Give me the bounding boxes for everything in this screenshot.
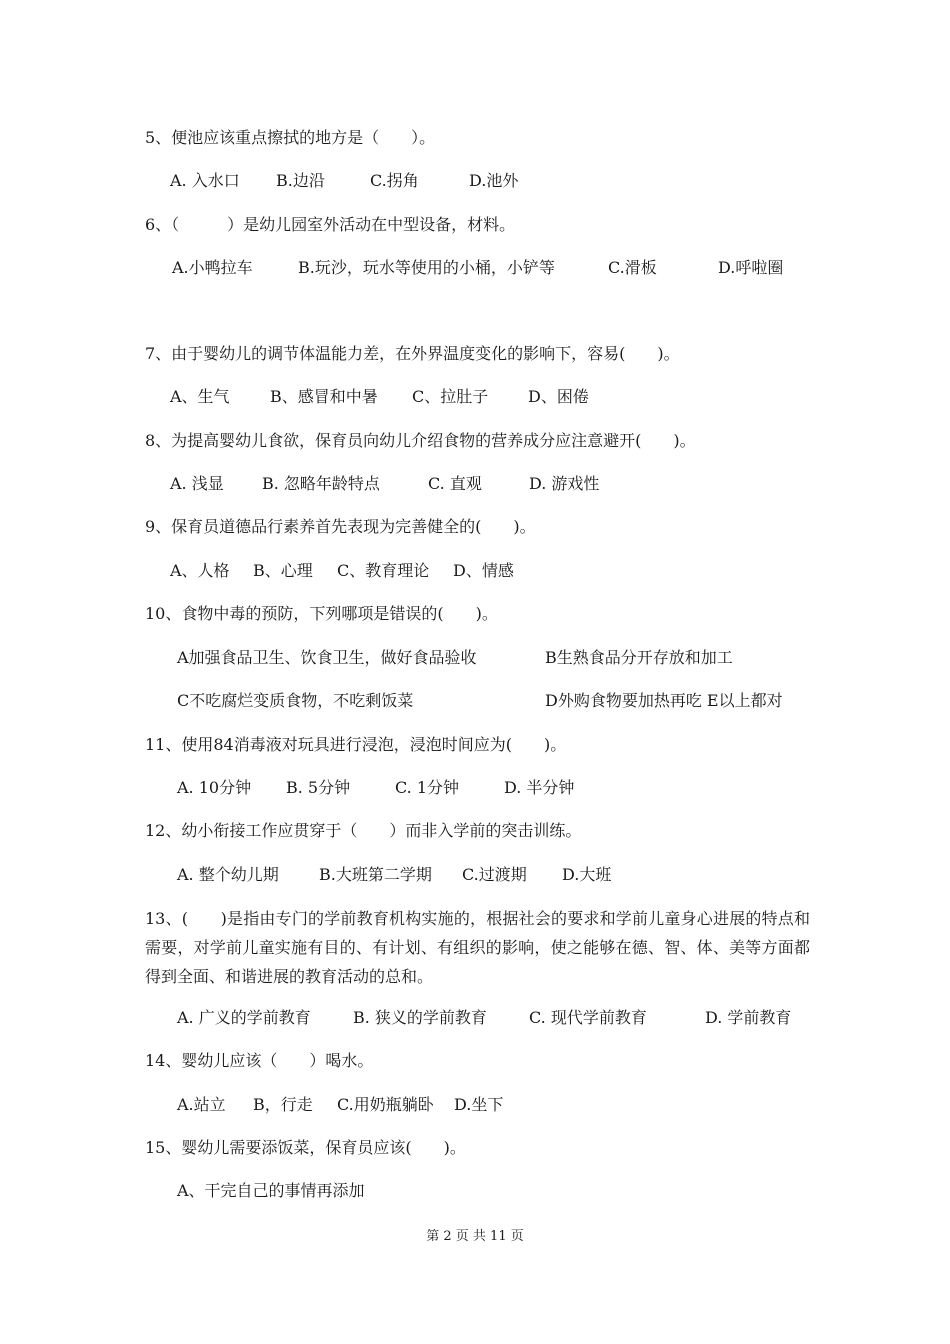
question-14-option-a: A.站立 (177, 1095, 226, 1114)
question-10-option-c: C不吃腐烂变质食物，不吃剩饭菜 (177, 691, 414, 710)
question-11-option-a: A. 10分钟 (177, 778, 252, 797)
question-8-option-a: A. 浅显 (170, 474, 224, 493)
question-11-option-c: C. 1分钟 (395, 778, 460, 797)
question-5-option-d: D.池外 (469, 171, 519, 190)
question-12-stem: 12、幼小衔接工作应贯穿于（ ）而非入学前的突击训练。 (145, 821, 582, 840)
question-12-option-b: B.大班第二学期 (319, 865, 432, 884)
question-14-option-c: C.用奶瓶躺卧 (337, 1095, 434, 1114)
question-8-option-d: D. 游戏性 (529, 474, 600, 493)
question-6-option-a: A.小鸭拉车 (172, 258, 253, 277)
question-13-option-b: B. 狭义的学前教育 (353, 1008, 487, 1027)
question-5-option-c: C.拐角 (370, 171, 419, 190)
question-9-option-a: A、人格 (170, 561, 230, 580)
question-13-stem: 13、( )是指由专门的学前教育机构实施的，根据社会的要求和学前儿童身心进展的特点和需要，对学前儿童实施有目的、有计划、有组织的影响，使之能够在德、智、体、美等方面都得到全面、和谐进展的教育活动的总和。 (145, 909, 810, 986)
question-13-option-c: C. 现代学前教育 (529, 1008, 647, 1027)
question-7-stem: 7、由于婴幼儿的调节体温能力差，在外界温度变化的影响下，容易( )。 (145, 344, 680, 363)
page-number-footer: 第 2 页 共 11 页 (426, 1229, 524, 1244)
question-9-option-c: C、教育理论 (337, 561, 430, 580)
question-6-option-c: C.滑板 (608, 258, 657, 277)
question-11-option-d: D. 半分钟 (504, 778, 575, 797)
question-12-option-d: D.大班 (562, 865, 612, 884)
question-11-stem: 11、使用84消毒液对玩具进行浸泡，浸泡时间应为( )。 (145, 735, 567, 754)
question-14-option-b: B，行走 (253, 1095, 313, 1114)
question-5-option-a: A. 入水口 (170, 171, 240, 190)
question-15-option-a: A、干完自己的事情再添加 (177, 1181, 365, 1200)
question-14-stem: 14、婴幼儿应该（ ）喝水。 (145, 1051, 374, 1070)
question-13-option-d: D. 学前教育 (705, 1008, 792, 1027)
question-5-option-b: B.边沿 (276, 171, 325, 190)
question-9-option-b: B、心理 (253, 561, 313, 580)
question-8-stem: 8、为提高婴幼儿食欲，保育员向幼儿介绍食物的营养成分应注意避开( )。 (145, 431, 696, 450)
question-7-option-c: C、拉肚子 (412, 387, 489, 406)
question-13-option-a: A. 广义的学前教育 (177, 1008, 311, 1027)
question-6-option-d: D.呼啦圈 (718, 258, 784, 277)
question-12-option-a: A. 整个幼儿期 (177, 865, 279, 884)
question-11-option-b: B. 5分钟 (286, 778, 351, 797)
question-7-option-a: A、生气 (170, 387, 230, 406)
question-10-option-b: B生熟食品分开存放和加工 (545, 648, 733, 667)
question-7-option-b: B、感冒和中暑 (270, 387, 378, 406)
question-10-stem: 10、食物中毒的预防，下列哪项是错误的( )。 (145, 604, 498, 623)
question-15-stem: 15、婴幼儿需要添饭菜，保育员应该( )。 (145, 1138, 466, 1157)
question-6-stem: 6、（ ）是幼儿园室外活动在中型设备，材料。 (145, 215, 516, 234)
question-12-option-c: C.过渡期 (462, 865, 527, 884)
question-9-option-d: D、情感 (453, 561, 514, 580)
question-8-option-b: B. 忽略年龄特点 (262, 474, 380, 493)
question-10-option-a: A加强食品卫生、饮食卫生，做好食品验收 (177, 648, 477, 667)
question-6-option-b: B.玩沙，玩水等使用的小桶，小铲等 (298, 258, 555, 277)
question-10-option-d: D外购食物要加热再吃 E以上都对 (545, 691, 783, 710)
question-5-stem: 5、便池应该重点擦拭的地方是（ ）。 (145, 128, 436, 147)
question-9-stem: 9、保育员道德品行素养首先表现为完善健全的( )。 (145, 517, 536, 536)
question-7-option-d: D、困倦 (528, 387, 589, 406)
question-8-option-c: C. 直观 (428, 474, 482, 493)
question-14-option-d: D.坐下 (454, 1095, 504, 1114)
